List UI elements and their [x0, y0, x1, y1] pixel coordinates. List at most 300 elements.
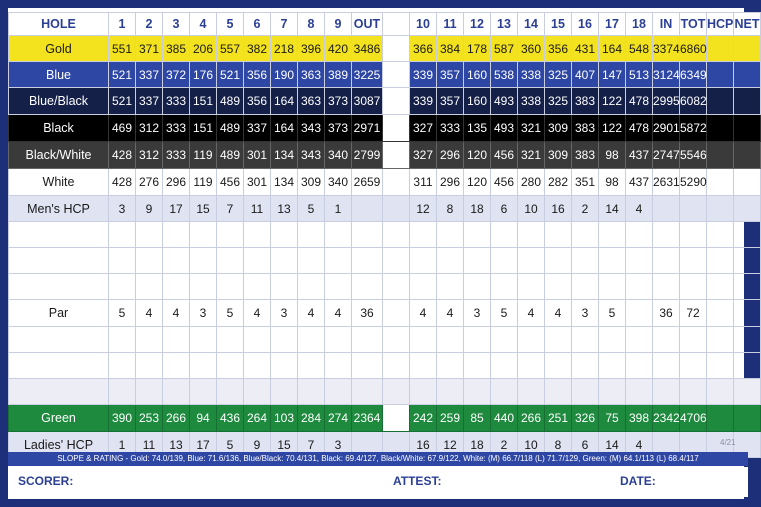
hole-value: 3	[109, 196, 136, 222]
header-cell: 7	[271, 13, 298, 36]
hole-value: 75	[599, 405, 626, 432]
net-cell	[734, 62, 761, 88]
row-label: Gold	[9, 36, 109, 62]
hole-value: 311	[410, 169, 437, 196]
header-cell: NET	[734, 13, 761, 36]
hole-value	[136, 248, 163, 274]
white-tee-row	[9, 169, 761, 196]
hole-value: 218	[271, 36, 298, 62]
hole-value	[437, 274, 464, 300]
hole-value: 333	[163, 88, 190, 115]
hole-value: 398	[626, 405, 653, 432]
hole-value	[491, 379, 518, 405]
hole-value: 14	[599, 196, 626, 222]
hole-value	[437, 353, 464, 379]
hole-value: 489	[217, 88, 244, 115]
net-cell	[734, 36, 761, 62]
hole-value: 356	[244, 62, 271, 88]
header-cell: 1	[109, 13, 136, 36]
blank-score-row	[9, 248, 761, 274]
hole-value: 16	[410, 432, 437, 458]
header-cell: 3	[163, 13, 190, 36]
blueblack-tee-row	[9, 88, 761, 115]
row-label: Par	[9, 300, 109, 327]
hcp-cell	[707, 248, 734, 274]
hcp-cell	[707, 88, 734, 115]
out-total: 3225	[352, 62, 383, 88]
header-cell: 13	[491, 13, 518, 36]
hole-value	[298, 327, 325, 353]
hole-value	[626, 274, 653, 300]
hole-value: 338	[518, 88, 545, 115]
hole-value: 296	[437, 142, 464, 169]
hole-value	[491, 248, 518, 274]
out-total: 3087	[352, 88, 383, 115]
hole-value: 4	[325, 300, 352, 327]
hole-value	[545, 379, 572, 405]
row-label	[9, 222, 109, 248]
hole-value: 15	[190, 196, 217, 222]
hole-value: 382	[244, 36, 271, 62]
hcp-cell	[707, 327, 734, 353]
hole-value: 309	[298, 169, 325, 196]
hcp-cell	[707, 115, 734, 142]
grand-total	[680, 222, 707, 248]
column-gap	[383, 169, 410, 196]
hole-value: 120	[464, 169, 491, 196]
hole-value: 11	[136, 432, 163, 458]
hcp-cell	[707, 169, 734, 196]
hole-value	[109, 327, 136, 353]
grand-total	[680, 327, 707, 353]
par-tee-row	[9, 300, 761, 327]
out-total: 2659	[352, 169, 383, 196]
hole-value: 17	[163, 196, 190, 222]
hole-value	[491, 353, 518, 379]
hole-value: 309	[545, 142, 572, 169]
hole-value: 266	[518, 405, 545, 432]
hole-value	[217, 327, 244, 353]
net-cell	[734, 88, 761, 115]
hole-value: 282	[545, 169, 572, 196]
hole-value: 242	[410, 405, 437, 432]
header-cell: 9	[325, 13, 352, 36]
out-total: 3486	[352, 36, 383, 62]
hole-value: 3	[572, 300, 599, 327]
hole-value: 134	[271, 169, 298, 196]
hole-value	[464, 327, 491, 353]
hole-value	[298, 353, 325, 379]
in-total: 2747	[653, 142, 680, 169]
hole-value	[109, 222, 136, 248]
hcp-cell	[707, 222, 734, 248]
hole-value	[298, 379, 325, 405]
hole-value: 2	[491, 432, 518, 458]
hole-header-row	[9, 13, 761, 36]
hole-value: 309	[545, 115, 572, 142]
hole-value	[136, 222, 163, 248]
header-cell: 2	[136, 13, 163, 36]
hole-value	[599, 353, 626, 379]
hole-value	[464, 353, 491, 379]
hole-value	[599, 327, 626, 353]
hole-value: 16	[545, 196, 572, 222]
hole-value: 437	[626, 169, 653, 196]
hole-value: 428	[109, 142, 136, 169]
hole-value	[626, 222, 653, 248]
hole-value	[464, 222, 491, 248]
grand-total: 72	[680, 300, 707, 327]
hole-value: 164	[599, 36, 626, 62]
out-total	[352, 327, 383, 353]
header-cell: HCP	[707, 13, 734, 36]
hole-value: 5	[217, 432, 244, 458]
column-gap	[383, 142, 410, 169]
hole-value: 469	[109, 115, 136, 142]
header-cell: 11	[437, 13, 464, 36]
hole-value	[244, 353, 271, 379]
header-cell: 17	[599, 13, 626, 36]
hole-value: 456	[491, 169, 518, 196]
blue-tee-row	[9, 62, 761, 88]
hole-value: 366	[410, 36, 437, 62]
grand-total	[680, 248, 707, 274]
hole-value: 383	[572, 115, 599, 142]
hole-value: 521	[109, 62, 136, 88]
column-gap	[383, 222, 410, 248]
net-cell	[734, 300, 761, 327]
header-cell: TOT	[680, 13, 707, 36]
hole-value	[325, 353, 352, 379]
hole-value	[437, 248, 464, 274]
hole-value: 12	[437, 432, 464, 458]
hole-value: 276	[136, 169, 163, 196]
hole-value	[491, 222, 518, 248]
hole-value	[545, 327, 572, 353]
out-total	[352, 248, 383, 274]
row-label	[9, 327, 109, 353]
hcp-cell	[707, 62, 734, 88]
hole-value: 337	[136, 62, 163, 88]
hole-value	[190, 327, 217, 353]
hole-value: 3	[325, 432, 352, 458]
hole-value: 337	[244, 115, 271, 142]
hole-value	[244, 274, 271, 300]
header-cell: OUT	[352, 13, 383, 36]
hole-value: 3	[464, 300, 491, 327]
hole-value: 119	[190, 169, 217, 196]
hole-value: 333	[163, 142, 190, 169]
hole-value	[298, 248, 325, 274]
hole-value	[626, 300, 653, 327]
hole-value: 420	[325, 36, 352, 62]
hole-value: 9	[136, 196, 163, 222]
hole-value	[190, 248, 217, 274]
hole-value: 2	[572, 196, 599, 222]
hole-value: 151	[190, 115, 217, 142]
hole-value	[437, 327, 464, 353]
hole-value: 384	[437, 36, 464, 62]
grand-total	[680, 353, 707, 379]
hcp-tee-row	[9, 196, 761, 222]
hole-value: 6	[572, 432, 599, 458]
hole-value	[298, 222, 325, 248]
hole-value: 160	[464, 62, 491, 88]
header-cell: 18	[626, 13, 653, 36]
hole-value: 327	[410, 142, 437, 169]
hole-value: 360	[518, 36, 545, 62]
out-total: 2971	[352, 115, 383, 142]
hole-value: 321	[518, 115, 545, 142]
hole-value	[518, 274, 545, 300]
hole-value: 343	[298, 115, 325, 142]
blank-score-row	[9, 379, 761, 405]
row-label	[9, 379, 109, 405]
hole-value	[190, 379, 217, 405]
header-cell: 5	[217, 13, 244, 36]
hole-value: 4	[626, 432, 653, 458]
in-total	[653, 274, 680, 300]
hole-value	[626, 379, 653, 405]
hole-value	[491, 327, 518, 353]
hole-value: 8	[437, 196, 464, 222]
hole-value: 11	[244, 196, 271, 222]
hole-value	[518, 353, 545, 379]
hole-value	[545, 248, 572, 274]
out-total	[352, 353, 383, 379]
hole-value: 5	[298, 196, 325, 222]
hole-value: 5	[217, 300, 244, 327]
hole-value	[271, 353, 298, 379]
hole-value: 253	[136, 405, 163, 432]
row-label	[9, 274, 109, 300]
hole-value: 4	[410, 300, 437, 327]
hole-value: 274	[325, 405, 352, 432]
row-label	[9, 248, 109, 274]
hole-value: 339	[410, 62, 437, 88]
hole-value: 4	[163, 300, 190, 327]
hole-value: 321	[518, 142, 545, 169]
gold-tee-row	[9, 36, 761, 62]
header-cell: 8	[298, 13, 325, 36]
net-cell	[734, 327, 761, 353]
signature-footer	[8, 467, 748, 497]
row-label	[9, 353, 109, 379]
hole-value: 456	[491, 142, 518, 169]
hcp-cell	[707, 196, 734, 222]
hole-value: 280	[518, 169, 545, 196]
hole-value: 164	[271, 115, 298, 142]
hole-value	[464, 379, 491, 405]
hole-value	[491, 274, 518, 300]
hole-value: 266	[163, 405, 190, 432]
hcp-cell	[707, 300, 734, 327]
column-gap	[383, 36, 410, 62]
hole-value: 337	[136, 88, 163, 115]
hole-value	[572, 222, 599, 248]
hole-value	[163, 222, 190, 248]
grand-total: 6860	[680, 36, 707, 62]
net-cell	[734, 142, 761, 169]
hole-value	[572, 274, 599, 300]
hole-value: 13	[271, 196, 298, 222]
net-cell	[734, 353, 761, 379]
hole-value	[244, 379, 271, 405]
in-total: 2995	[653, 88, 680, 115]
hole-value	[163, 274, 190, 300]
hole-value: 489	[217, 115, 244, 142]
header-cell: 14	[518, 13, 545, 36]
hole-value	[163, 327, 190, 353]
hole-value: 135	[464, 115, 491, 142]
hole-value: 206	[190, 36, 217, 62]
column-gap	[383, 274, 410, 300]
net-cell	[734, 379, 761, 405]
hole-value: 357	[437, 88, 464, 115]
hole-value: 521	[217, 62, 244, 88]
in-total	[653, 248, 680, 274]
hole-value: 389	[325, 62, 352, 88]
header-cell: 10	[410, 13, 437, 36]
hole-value	[325, 274, 352, 300]
hcp-cell	[707, 405, 734, 432]
hole-value	[325, 327, 352, 353]
grand-total: 5872	[680, 115, 707, 142]
in-total	[653, 353, 680, 379]
hole-value	[410, 327, 437, 353]
hole-value: 493	[491, 115, 518, 142]
hole-value	[190, 222, 217, 248]
hole-value	[437, 222, 464, 248]
hole-value: 1	[109, 432, 136, 458]
hole-value: 372	[163, 62, 190, 88]
hole-value: 4	[244, 300, 271, 327]
hole-value: 521	[109, 88, 136, 115]
out-total	[352, 222, 383, 248]
hole-value: 10	[518, 196, 545, 222]
grand-total: 6349	[680, 62, 707, 88]
hole-value: 312	[136, 142, 163, 169]
hole-value	[437, 379, 464, 405]
hole-value: 251	[545, 405, 572, 432]
out-total: 2799	[352, 142, 383, 169]
hole-value: 301	[244, 142, 271, 169]
hole-value: 10	[518, 432, 545, 458]
hole-value: 436	[217, 405, 244, 432]
hole-value: 4	[136, 300, 163, 327]
out-total	[352, 379, 383, 405]
hole-value: 94	[190, 405, 217, 432]
hole-value	[572, 353, 599, 379]
hole-value: 356	[244, 88, 271, 115]
hole-value: 363	[298, 62, 325, 88]
hole-value	[217, 248, 244, 274]
hole-value: 3	[271, 300, 298, 327]
hole-value	[190, 353, 217, 379]
hole-value: 301	[244, 169, 271, 196]
hole-value: 383	[572, 88, 599, 115]
hole-value: 147	[599, 62, 626, 88]
grand-total	[680, 379, 707, 405]
net-cell	[734, 196, 761, 222]
hole-value	[410, 274, 437, 300]
hole-value: 7	[298, 432, 325, 458]
hole-value: 122	[599, 115, 626, 142]
column-gap	[383, 115, 410, 142]
hole-value: 340	[325, 169, 352, 196]
hole-value: 373	[325, 88, 352, 115]
hole-value	[136, 353, 163, 379]
hole-value: 98	[599, 169, 626, 196]
hole-value	[325, 248, 352, 274]
hole-value: 343	[298, 142, 325, 169]
hole-value: 178	[464, 36, 491, 62]
hole-value: 325	[545, 62, 572, 88]
net-cell	[734, 169, 761, 196]
column-gap	[383, 62, 410, 88]
hole-value: 13	[163, 432, 190, 458]
column-gap	[383, 327, 410, 353]
hole-value: 326	[572, 405, 599, 432]
hole-value	[518, 222, 545, 248]
hole-value	[599, 248, 626, 274]
hole-value	[244, 327, 271, 353]
hole-value	[410, 353, 437, 379]
column-gap	[383, 353, 410, 379]
hole-value: 296	[163, 169, 190, 196]
hole-value: 284	[298, 405, 325, 432]
hole-value	[109, 353, 136, 379]
hole-value: 296	[437, 169, 464, 196]
hole-value: 338	[518, 62, 545, 88]
grand-total: 4706	[680, 405, 707, 432]
hole-value: 339	[410, 88, 437, 115]
net-cell	[734, 222, 761, 248]
in-total	[653, 222, 680, 248]
hole-value: 548	[626, 36, 653, 62]
hole-value: 17	[190, 432, 217, 458]
hole-value	[271, 379, 298, 405]
row-label: White	[9, 169, 109, 196]
hole-value	[271, 274, 298, 300]
hole-value: 312	[136, 115, 163, 142]
hole-value	[545, 274, 572, 300]
hole-value: 119	[190, 142, 217, 169]
hole-value: 176	[190, 62, 217, 88]
hole-value	[271, 248, 298, 274]
hole-value	[464, 274, 491, 300]
hole-value: 4	[518, 300, 545, 327]
net-cell	[734, 274, 761, 300]
in-total	[653, 379, 680, 405]
hole-value: 6	[491, 196, 518, 222]
hole-value: 18	[464, 432, 491, 458]
hole-value: 151	[190, 88, 217, 115]
net-cell	[734, 115, 761, 142]
hole-value: 103	[271, 405, 298, 432]
hole-value: 371	[136, 36, 163, 62]
hole-value: 351	[572, 169, 599, 196]
hole-value: 134	[271, 142, 298, 169]
column-gap	[383, 248, 410, 274]
in-total: 36	[653, 300, 680, 327]
hole-value: 325	[545, 88, 572, 115]
net-cell	[734, 248, 761, 274]
hole-value: 4	[626, 196, 653, 222]
blank-score-row	[9, 222, 761, 248]
header-cell: 15	[545, 13, 572, 36]
hole-value	[572, 379, 599, 405]
